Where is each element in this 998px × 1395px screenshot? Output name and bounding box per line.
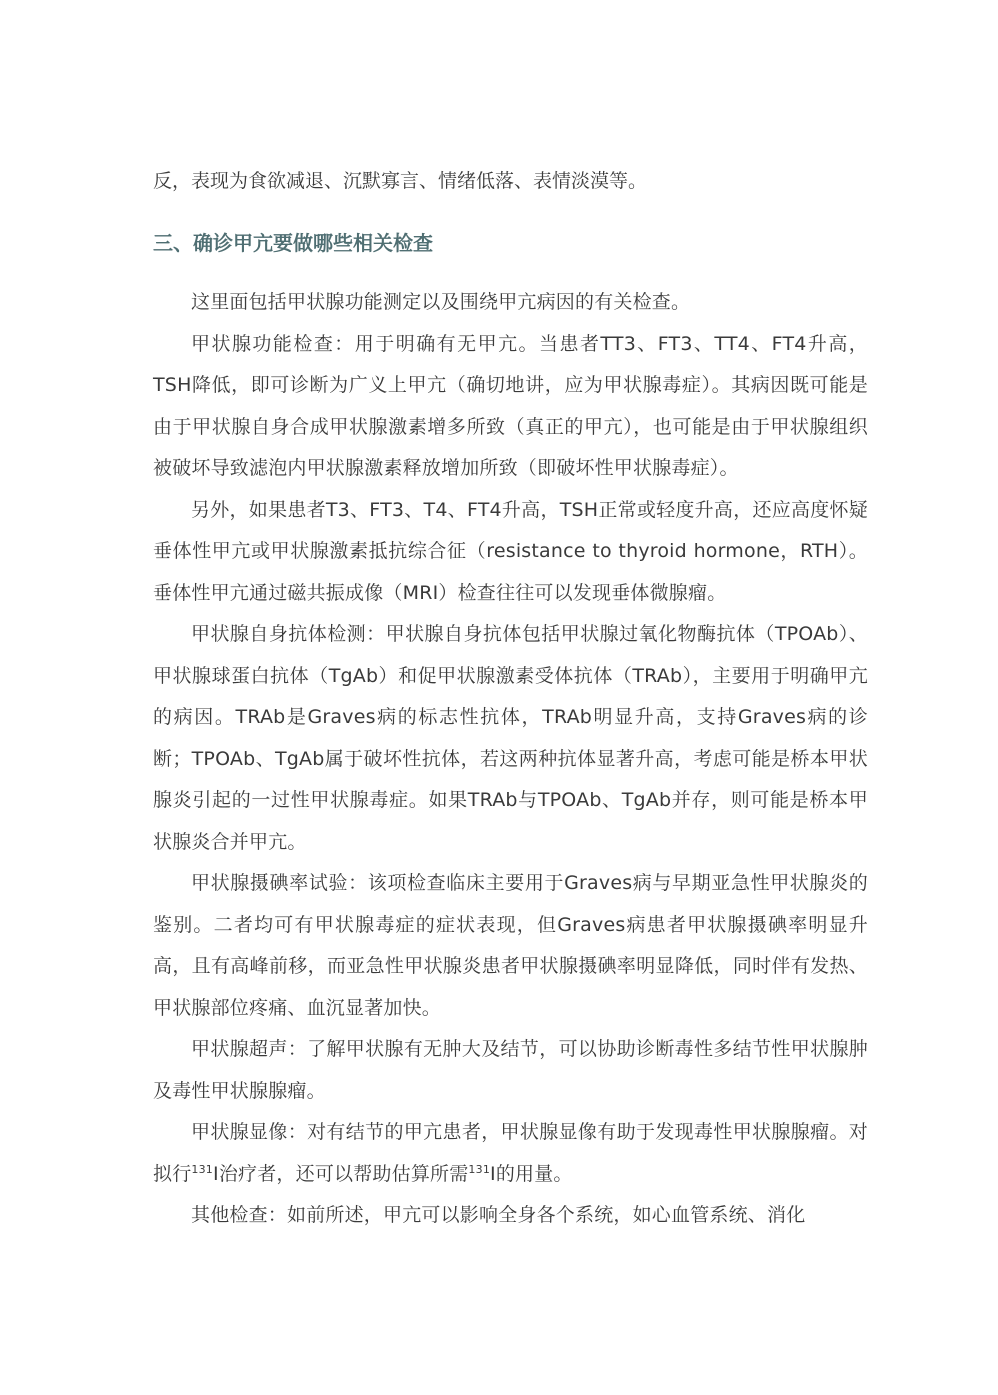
paragraph-ultrasound: 甲状腺超声：了解甲状腺有无肿大及结节，可以协助诊断毒性多结节性甲状腺肿及毒性甲状腺腺瘤。: [153, 1038, 868, 1102]
paragraph-intro: 这里面包括甲状腺功能测定以及围绕甲亢病因的有关检查。: [191, 291, 691, 313]
isotope-superscript-1: 131: [191, 1162, 214, 1176]
paragraph-thyroid-function: 甲状腺功能检查：用于明确有无甲亢。当患者TT3、FT3、TT4、FT4升高，TSH降低，即可诊断为广义上甲亢（确切地讲，应为甲状腺毒症）。其病因既可能是由于甲状腺自身合成甲状腺激素增多所致（真正的甲亢），也可能是由于甲状腺组织被破坏导致滤泡内甲状腺激素释放增加所致（即破坏性甲状腺毒症）。: [153, 332, 868, 479]
imaging-text-b: I治疗者，还可以帮助估算所需: [213, 1162, 469, 1185]
section-heading: 三、确诊甲亢要做哪些相关检查: [153, 231, 433, 255]
paragraph-other-exams: 其他检查：如前所述，甲亢可以影响全身各个系统，如心血管系统、消化: [191, 1204, 806, 1226]
continuation-line: 反，表现为食欲减退、沉默寡言、情绪低落、表情淡漠等。: [153, 170, 648, 192]
paragraph-autoantibody: 甲状腺自身抗体检测：甲状腺自身抗体包括甲状腺过氧化物酶抗体（TPOAb）、甲状腺球蛋白抗体（TgAb）和促甲状腺激素受体抗体（TRAb），主要用于明确甲亢的病因。TRAb是Graves病的标志性抗体，TRAb明显升高，支持Graves病的诊断；TPOAb、TgAb属于破坏性抗体，若这两种抗体显著升高，考虑可能是桥本甲状腺炎引起的一过性甲状腺毒症。如果TRAb与TPOAb、TgAb并存，则可能是桥本甲状腺炎合并甲亢。: [153, 623, 868, 853]
document-page: [153, 160, 868, 1237]
imaging-text-c: I的用量。: [490, 1162, 573, 1185]
isotope-superscript-2: 131: [468, 1162, 491, 1176]
paragraph-iodine-uptake: 甲状腺摄碘率试验：该项检查临床主要用于Graves病与早期亚急性甲状腺炎的鉴别。二者均可有甲状腺毒症的症状表现，但Graves病患者甲状腺摄碘率明显升高，且有高峰前移，而亚急性甲状腺炎患者甲状腺摄碘率明显降低，同时伴有发热、甲状腺部位疼痛、血沉显著加快。: [153, 872, 868, 1019]
paragraph-pituitary: 另外，如果患者T3、FT3、T4、FT4升高，TSH正常或轻度升高，还应高度怀疑垂体性甲亢或甲状腺激素抵抗综合征（resistance to thyroid hormone，RTH）。垂体性甲亢通过磁共振成像（MRI）检查往往可以发现垂体微腺瘤。: [153, 498, 868, 604]
paragraph-imaging: [153, 1112, 868, 1195]
imaging-text-a: 甲状腺显像：对有结节的甲亢患者，甲状腺显像有助于发现毒性甲状腺腺瘤。对拟行: [153, 1121, 868, 1185]
